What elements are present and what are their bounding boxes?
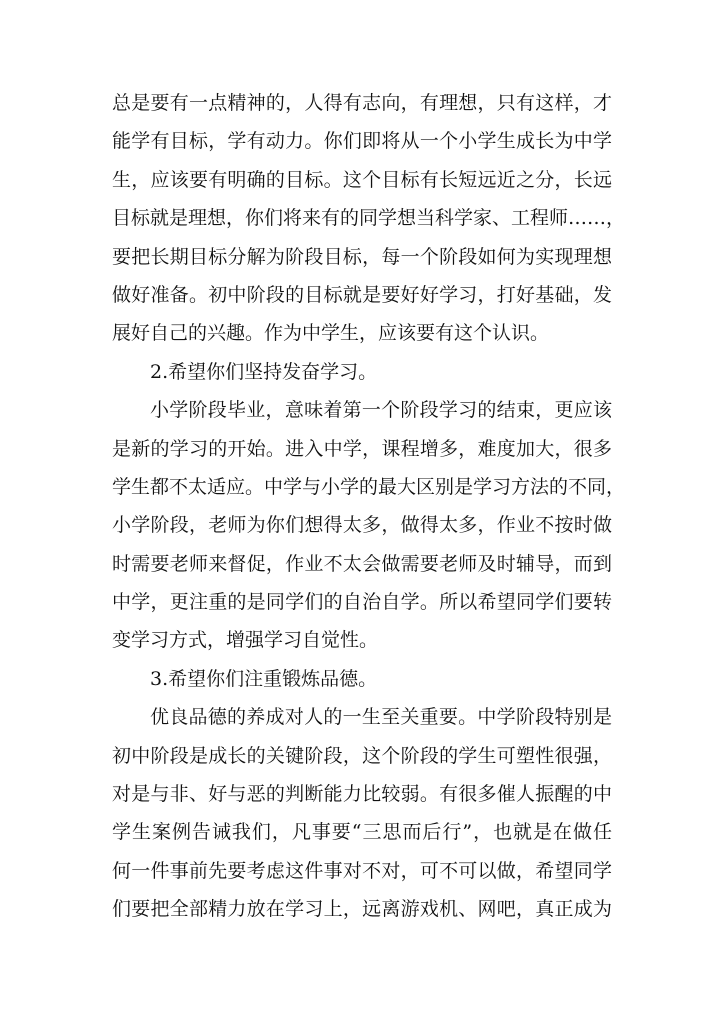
text-line: 做好准备。初中阶段的目标就是要好好学习，打好基础，发	[112, 283, 612, 306]
text-line: 学生都不太适应。中学与小学的最大区别是学习方法的不同，	[112, 475, 626, 498]
text-line: 是新的学习的开始。进入中学，课程增多，难度加大，很多	[112, 437, 612, 460]
text-line: 优良品德的养成对人的一生至关重要。中学阶段特别是	[150, 706, 612, 729]
text-line: 中学，更注重的是同学们的自治自学。所以希望同学们要转	[112, 591, 612, 614]
section-heading-2: 2.希望你们坚持发奋学习。	[150, 360, 378, 383]
text-line: 生，应该要有明确的目标。这个目标有长短远近之分，长远	[112, 168, 612, 191]
text-line: 对是与非、好与恶的判断能力比较弱。有很多催人振醒的中	[112, 783, 612, 806]
text-line: 小学阶段，老师为你们想得太多，做得太多，作业不按时做	[112, 514, 612, 537]
section-heading-3: 3.希望你们注重锻炼品德。	[150, 667, 378, 690]
text-line: 总是要有一点精神的，人得有志向，有理想，只有这样，才	[112, 92, 612, 114]
text-line: 展好自己的兴趣。作为中学生，应该要有这个认识。	[112, 322, 550, 345]
text-line: 变学习方式，增强学习自觉性。	[112, 629, 379, 652]
text-line: 时需要老师来督促，作业不太会做需要老师及时辅导，而到	[112, 552, 612, 575]
text-line: 们要把全部精力放在学习上，远离游戏机、网吧，真正成为	[112, 898, 612, 921]
text-line: 初中阶段是成长的关键阶段，这个阶段的学生可塑性很强，	[112, 744, 612, 767]
text-line: 能学有目标，学有动力。你们即将从一个小学生成长为中学	[112, 130, 612, 153]
text-line: 何一件事前先要考虑这件事对不对，可不可以做，希望同学	[112, 859, 612, 882]
text-line: 目标就是理想，你们将来有的同学想当科学家、工程师……，	[112, 207, 626, 230]
document-page	[112, 84, 626, 929]
paragraph-2	[112, 391, 626, 660]
text-line: 学生案例告诫我们，凡事要“三思而后行”，也就是在做任	[112, 821, 612, 844]
text-line: 要把长期目标分解为阶段目标，每一个阶段如何为实现理想	[112, 245, 612, 268]
paragraph-1	[112, 84, 626, 353]
text-line: 小学阶段毕业，意味着第一个阶段学习的结束，更应该	[150, 399, 612, 422]
paragraph-3	[112, 698, 612, 928]
